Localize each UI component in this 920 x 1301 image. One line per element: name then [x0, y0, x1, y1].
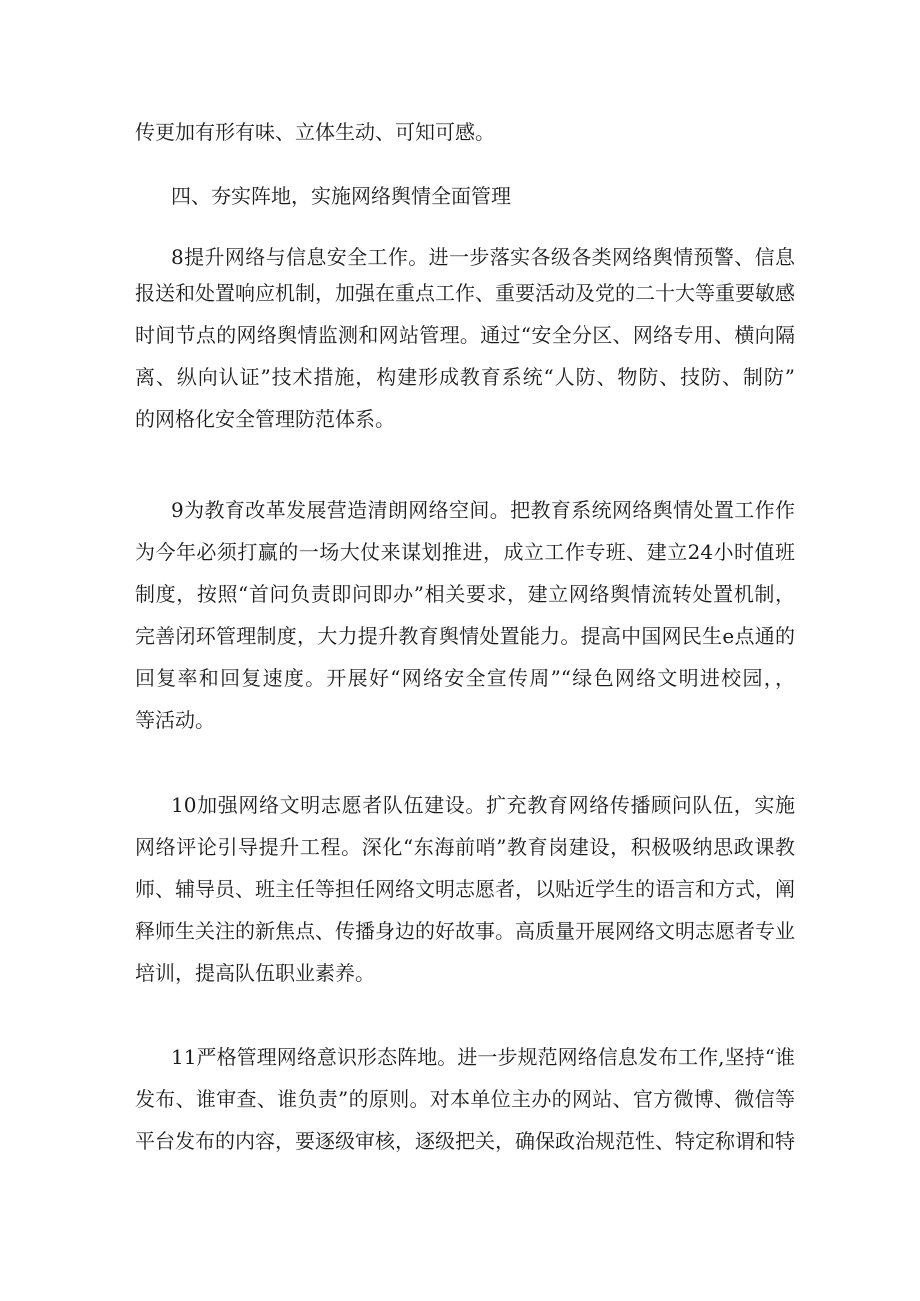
text-line: 完善闭环管理制度，大力提升教育舆情处置能力。提高中国网民生e点通的: [135, 624, 795, 648]
text-line: 报送和处置响应机制，加强在重点工作、重要活动及党的二十大等重要敏感: [135, 281, 795, 305]
text-line: 平台发布的内容，要逐级审核，逐级把关，确保政治规范性、特定称谓和特: [135, 1129, 795, 1153]
section-heading: [135, 181, 795, 211]
text-line: 释师生关注的新焦点、传播身边的好故事。高质量开展网络文明志愿者专业: [135, 919, 795, 943]
text-line: 传更加有形有味、立体生动、可知可感。: [135, 120, 495, 144]
continuation-paragraph: [135, 117, 795, 147]
paragraph-item-10: [135, 790, 795, 988]
text-line: 8提升网络与信息安全工作。进一步落实各级各类网络舆情预警、信息: [171, 245, 795, 269]
text-line: 回复率和回复速度。开展好“网络安全宣传周”“绿色网络文明进校园，，: [135, 666, 795, 690]
text-line: 为今年必须打赢的一场大仗来谋划推进，成立工作专班、建立24小时值班: [135, 540, 795, 564]
text-line: 发布、谁审查、谁负责”的原则。对本单位主办的网站、官方微博、微信等: [135, 1087, 795, 1111]
text-line: 10加强网络文明志愿者队伍建设。扩充教育网络传播顾问队伍，实施: [171, 793, 795, 817]
paragraph-item-11: [135, 1042, 795, 1156]
section-heading-text: 四、夯实阵地，实施网络舆情全面管理: [171, 184, 511, 208]
paragraph-item-8: [135, 242, 795, 434]
text-line: 的网格化安全管理防范体系。: [135, 407, 395, 431]
text-line: 等活动。: [135, 708, 215, 732]
paragraph-item-9: [135, 495, 795, 735]
text-line: 培训，提高队伍职业素养。: [135, 961, 375, 985]
text-line: 师、辅导员、班主任等担任网络文明志愿者，以贴近学生的语言和方式，阐: [135, 877, 795, 901]
text-line: 制度，按照“首问负责即问即办”相关要求，建立网络舆情流转处置机制，: [135, 582, 795, 606]
text-line: 离、纵向认证”技术措施，构建形成教育系统“人防、物防、技防、制防”: [135, 365, 795, 389]
text-line: 9为教育改革发展营造清朗网络空间。把教育系统网络舆情处置工作作: [171, 498, 795, 522]
text-line: 时间节点的网络舆情监测和网站管理。通过“安全分区、网络专用、横向隔: [135, 323, 795, 347]
text-line: 11严格管理网络意识形态阵地。进一步规范网络信息发布工作,坚持“谁: [171, 1045, 795, 1069]
text-line: 网络评论引导提升工程。深化“东海前哨”教育岗建设，积极吸纳思政课教: [135, 835, 795, 859]
